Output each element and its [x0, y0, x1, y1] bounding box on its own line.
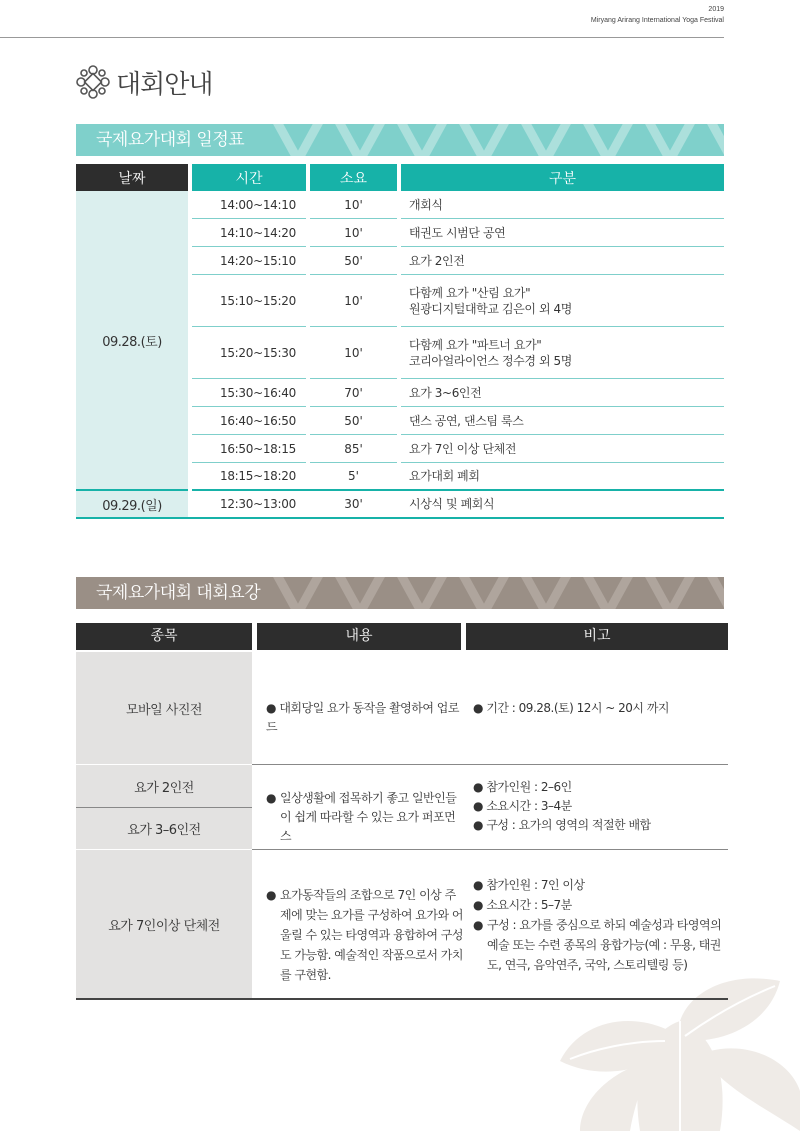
page-title-text: 대회안내	[116, 69, 213, 100]
table-row: 15:30~16:40 70' 요가 3~6인전	[76, 379, 724, 407]
header-festival: Miryang Arirang International Yoga Festival	[590, 17, 724, 24]
mobile-note: ● 기간 : 09.28.(토) 12시 ~ 20시 까지	[473, 701, 670, 715]
label-yoga-3-6: 요가 3–6인전	[76, 808, 252, 849]
col-event: 종목	[76, 623, 252, 650]
page-header	[591, 4, 724, 26]
header-year: 2019	[708, 6, 724, 13]
col-category: 구분	[401, 164, 724, 191]
page-title	[76, 62, 212, 102]
table-row: 16:50~18:15 85' 요가 7인 이상 단체전	[76, 435, 724, 463]
knot-logo-icon	[76, 65, 110, 99]
col-time: 시간	[192, 164, 306, 191]
col-date: 날짜	[76, 164, 188, 191]
group-content: ● 요가동작들의 조합으로 7인 이상 주제에 맞는 요가를 구성하여 요가와 어울릴 수 있는 타영역과 융합하여 구성도 가능함. 예술적인 작품으로서 가치를 구현함.	[266, 888, 463, 982]
date-cell: 09.28.(토)	[76, 191, 188, 491]
schedule-banner	[76, 124, 724, 156]
col-duration: 소요	[310, 164, 397, 191]
schedule-table	[76, 164, 724, 519]
pair-content: ● 일상생활에 접목하기 좋고 일반인들이 쉽게 따라할 수 있는 요가 퍼포먼스	[266, 791, 457, 843]
date-cell: 09.29.(일)	[76, 491, 188, 519]
table-row: 18:15~18:20 5' 요가대회 폐회	[76, 463, 724, 491]
header-divider	[0, 37, 724, 38]
rules-banner	[76, 577, 724, 609]
row-divider	[252, 764, 728, 765]
rules-bottom-border	[76, 998, 728, 1000]
table-row: 15:10~15:20 10' 다함께 요가 "산림 요가" 원광디지털대학교 김은이 외 4명	[76, 275, 724, 327]
label-yoga-group: 요가 7인이상 단체전	[76, 850, 252, 998]
label-yoga-pair: 요가 2인전	[76, 765, 252, 807]
table-row: 09.28.(토) 14:00~14:10 10' 개회식	[76, 191, 724, 219]
schedule-header-row	[76, 164, 724, 191]
label-mobile-photo: 모바일 사진전	[76, 652, 252, 764]
col-note: 비고	[466, 623, 728, 650]
row-divider	[252, 849, 728, 850]
mobile-content: ● 대회당일 요가 동작을 촬영하여 업로드	[266, 701, 459, 734]
table-row: 14:20~15:10 50' 요가 2인전	[76, 247, 724, 275]
table-row: 15:20~15:30 10' 다함께 요가 "파트너 요가" 코리아얼라이언스 정수경 외 5명	[76, 327, 724, 379]
group-note: ● 참가인원 : 7인 이상 ● 소요시간 : 5–7분 ● 구성 : 요가를 중심으로 하되 예술성과 타영역의 예술 또는 수련 종목의 융합가능(예 : 무용, 태권도, 연극, 음악연주, 국악, 스토리텔링 등)	[473, 878, 722, 972]
table-row: 16:40~16:50 50' 댄스 공연, 댄스팀 룩스	[76, 407, 724, 435]
col-content: 내용	[257, 623, 461, 650]
table-row: 09.29.(일) 12:30~13:00 30' 시상식 및 폐회식	[76, 491, 724, 519]
schedule-banner-title: 국제요가대회 일정표	[96, 130, 245, 150]
pair-note: ● 참가인원 : 2–6인 ● 소요시간 : 3–4분 ● 구성 : 요가의 영역의 적절한 배합	[473, 780, 651, 832]
rules-banner-title: 국제요가대회 대회요강	[96, 583, 261, 603]
table-row: 14:10~14:20 10' 태권도 시범단 공연	[76, 219, 724, 247]
flower-watermark-icon	[480, 951, 800, 1131]
